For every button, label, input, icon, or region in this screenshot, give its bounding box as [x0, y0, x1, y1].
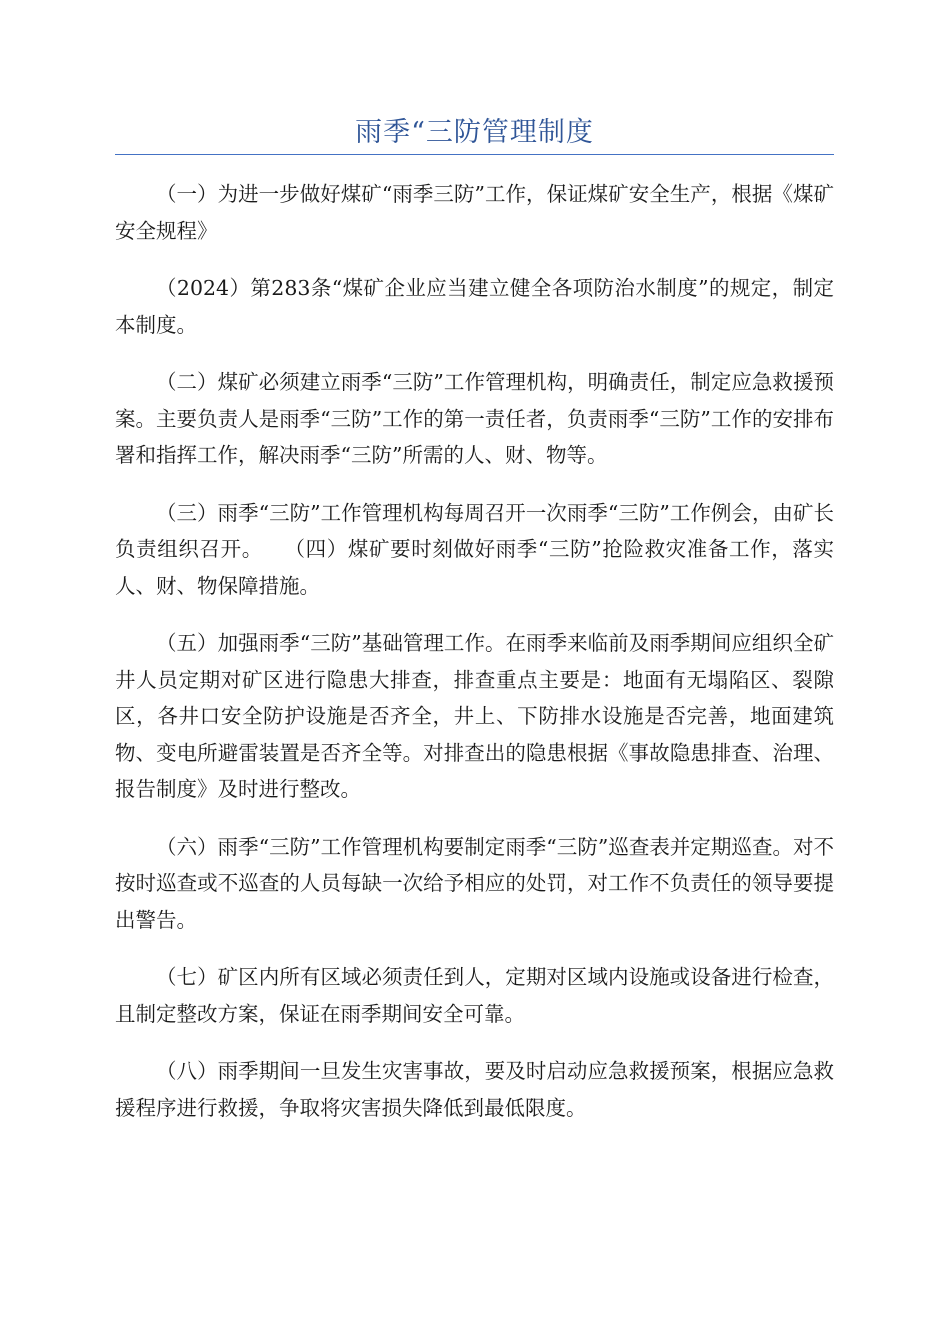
paragraph-2: （2024）第283条“煤矿企业应当建立健全各项防治水制度”的规定，制定本制度。: [115, 276, 834, 337]
title-underline: [115, 154, 834, 155]
page-title: 雨季“三防管理制度: [355, 117, 594, 148]
paragraph-3: （二）煤矿必须建立雨季“三防”工作管理机构，明确责任，制定应急救援预案。主要负责人是雨季“三防”工作的第一责任者，负责雨季“三防”工作的安排布署和指挥工作，解决雨季“三防”所需的人、财、物等。: [115, 370, 834, 467]
paragraph-6: （六）雨季“三防”工作管理机构要制定雨季“三防”巡查表并定期巡查。对不按时巡查或不巡查的人员每缺一次给予相应的处罚，对工作不负责任的领导要提出警告。: [115, 834, 834, 932]
paragraph-1: （一）为进一步做好煤矿“雨季三防”工作，保证煤矿安全生产，根据《煤矿安全规程》: [115, 182, 834, 243]
paragraph-4: （三）雨季“三防”工作管理机构每周召开一次雨季“三防”工作例会，由矿长负责组织召开。 （四）煤矿要时刻做好雨季“三防”抢险救灾准备工作，落实人、财、物保障措施。: [115, 500, 834, 598]
title-block: [115, 112, 834, 154]
paragraph-7: （七）矿区内所有区域必须责任到人，定期对区域内设施或设备进行检查，且制定整改方案，保证在雨季期间安全可靠。: [115, 965, 834, 1026]
paragraph-5: （五）加强雨季“三防”基础管理工作。在雨季来临前及雨季期间应组织全矿井人员定期对矿区进行隐患大排查，排查重点主要是：地面有无塌陷区、裂隙区，各井口安全防护设施是否齐全，井上、下防排水设施是否完善，地面建筑物、变电所避雷装置是否齐全等。对排查出的隐患根据《事故隐患排查、治理、报告制度》及时进行整改。: [115, 631, 834, 801]
document-body: [115, 176, 834, 1147]
paragraph-8: （八）雨季期间一旦发生灾害事故，要及时启动应急救援预案，根据应急救援程序进行救援，争取将灾害损失降低到最低限度。: [115, 1059, 834, 1120]
